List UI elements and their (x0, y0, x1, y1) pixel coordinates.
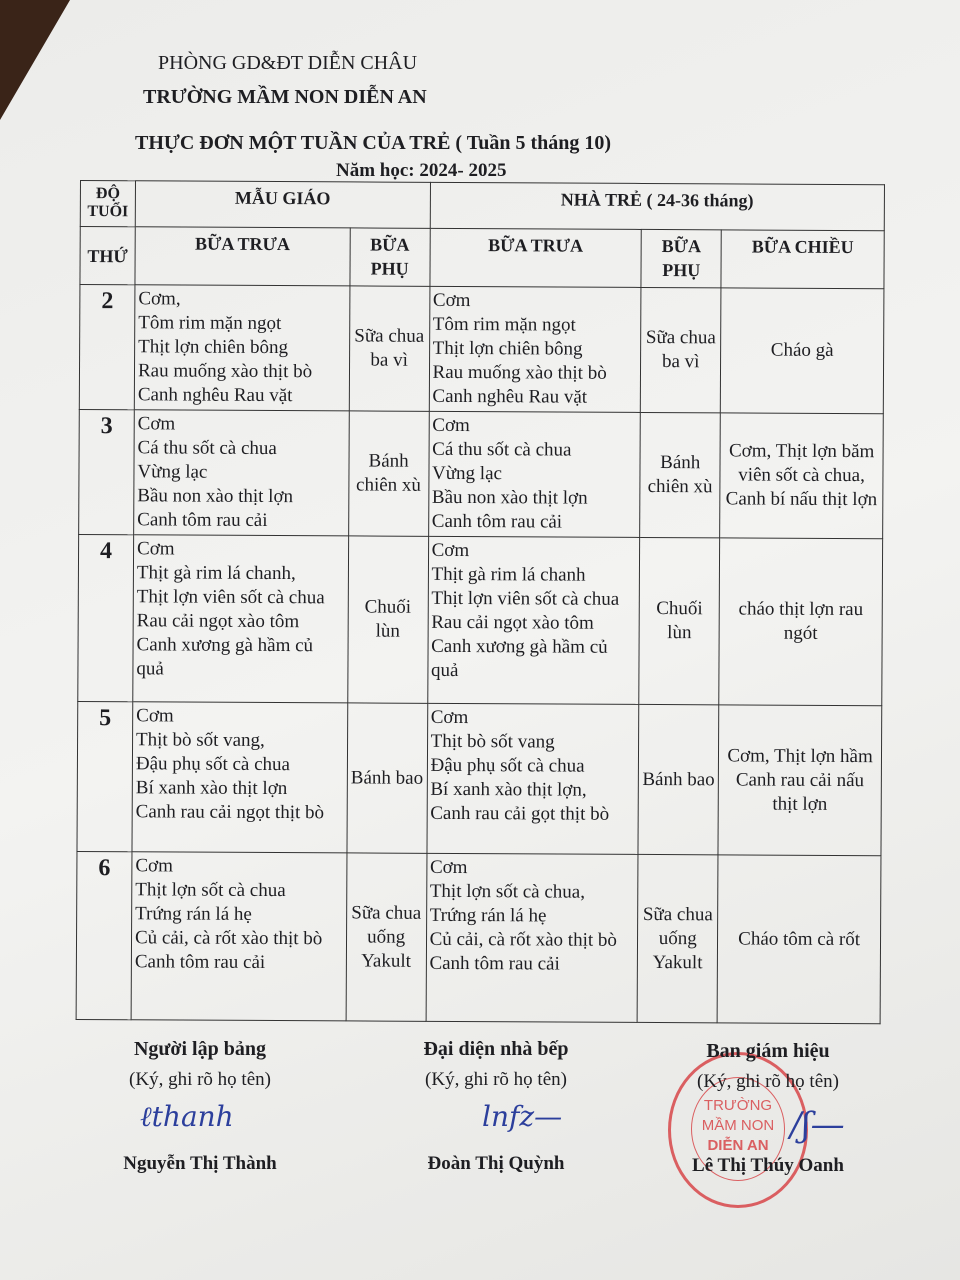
handwritten-signature-1: ℓthanh (140, 1100, 234, 1133)
dish: Tôm rim mặn ngọt (432, 313, 576, 336)
signature-name: Lê Thị Thúy Oanh (692, 1155, 844, 1176)
dish: Cơm (429, 856, 468, 879)
nt-afternoon-cell: Cơm, Thịt lợn hầm Canh rau cải nấu thịt lợn (718, 705, 882, 856)
dish: Rau muống xào thịt bò (137, 360, 313, 383)
dish: Cơm (431, 539, 470, 562)
dish: Rau muống xào thịt bò (432, 361, 607, 384)
nt-afternoon-cell: Cháo tôm cà rốt (717, 855, 881, 1024)
mg-lunch-cell (133, 535, 349, 703)
menu-row (76, 851, 881, 1023)
dish: Cơm (137, 413, 176, 435)
dish: Bí xanh xào thịt lợn, (430, 778, 587, 801)
signature-note: (Ký, ghi rõ họ tên) (697, 1071, 839, 1092)
nt-lunch-cell (429, 286, 641, 412)
nt-lunch-cell (428, 411, 640, 537)
dish: Củ cải, cà rốt xào thịt bò (134, 927, 323, 950)
signature-name: Đoàn Thị Quỳnh (427, 1153, 565, 1174)
mg-lunch-cell (134, 410, 349, 536)
menu-title: THỰC ĐƠN MỘT TUẦN CỦA TRẺ ( Tuần 5 tháng 10) (135, 132, 612, 154)
dish: Cơm (432, 414, 470, 437)
mg-snack-cell: Sữa chua ba vì (349, 286, 430, 411)
dish: Thịt lợn sốt cà chua (135, 879, 286, 902)
dish: Vừng lạc (431, 462, 503, 485)
mg-snack-cell: Sữa chua uống Yakult (346, 853, 427, 1021)
dish: Cơm, (138, 288, 181, 310)
dish: Thịt lợn chiên bông (432, 337, 583, 360)
nt-lunch-cell (427, 536, 640, 704)
dish: Thịt gà rim lá chanh, (136, 562, 296, 585)
dish: Bầu non xào thịt lợn (431, 486, 588, 509)
dish: Canh tôm rau cải (134, 951, 266, 973)
nt-snack-cell: Sữa chua ba vì (641, 287, 722, 412)
col-mg-snack: BỮA PHỤ (350, 228, 430, 286)
mg-snack-cell: Bánh bao (347, 703, 428, 853)
handwritten-signature-2: lnfz— (482, 1100, 563, 1133)
nt-lunch-cell (426, 853, 639, 1022)
mg-snack-cell: Bánh chiên xù (348, 411, 429, 536)
dish: Canh tôm rau cải (137, 509, 268, 531)
dish: Canh nghêu Rau vặt (432, 385, 588, 408)
dish: Đậu phụ sốt cà chua (430, 754, 585, 777)
dish: Rau cải ngọt xào tôm (431, 611, 594, 634)
dish: Thịt lợn sốt cà chua, (429, 880, 586, 903)
day-number: 4 (78, 534, 134, 701)
school-name: TRƯỜNG MẦM NON DIỄN AN (143, 86, 427, 108)
dish: Vừng lạc (137, 461, 208, 483)
col-mg-lunch: BỮA TRƯA (135, 227, 350, 286)
department-name: PHÒNG GD&ĐT DIỄN CHÂU (158, 52, 418, 74)
day-number: 6 (76, 851, 132, 1019)
signature-role: Đại diện nhà bếp (423, 1038, 569, 1060)
weekly-menu-table (76, 180, 885, 1024)
nt-lunch-cell (427, 703, 639, 854)
dish: Cơm (430, 706, 469, 729)
signature-block-principal (648, 1040, 888, 1177)
nt-afternoon-cell: cháo thịt lợn rau ngót (719, 538, 883, 706)
background-corner (0, 0, 70, 120)
menu-row (79, 409, 884, 538)
signature-role: Ban giám hiệu (706, 1040, 830, 1062)
signature-name: Nguyễn Thị Thành (123, 1153, 277, 1174)
dish: Thịt bò sốt vang (430, 730, 555, 753)
dish: Thịt lợn chiên bông (138, 336, 289, 359)
day-number: 3 (79, 409, 135, 534)
dish: Cơm (432, 289, 471, 312)
day-number: 2 (79, 285, 135, 410)
dish: Thịt bò sốt vang, (135, 729, 265, 751)
dish: Bầu non xào thịt lợn (137, 485, 294, 508)
dish: Củ cải, cà rốt xào thịt bò (429, 928, 617, 951)
menu-row (77, 701, 882, 855)
mg-lunch-cell (132, 702, 347, 853)
school-year: Năm học: 2024- 2025 (336, 160, 507, 181)
dish: Canh xương gà hầm củ quả (136, 634, 314, 680)
menu-row (79, 285, 884, 414)
day-label: THỨ (80, 227, 135, 285)
dish: Trứng rán lá hẹ (429, 904, 547, 927)
dish: Bí xanh xào thịt lợn (135, 777, 288, 800)
nt-snack-cell: Bánh chiên xù (640, 412, 721, 537)
dish: Cá thu sốt cà chua (137, 437, 277, 460)
dish: Canh tôm rau cải (429, 952, 560, 975)
nt-afternoon-cell: Cháo gà (720, 288, 883, 414)
dish: Canh xương gà hầm củ quả (430, 635, 608, 681)
mg-snack-cell: Chuối lùn (347, 536, 428, 703)
dish: Canh rau cải ngọt thịt bò (135, 801, 325, 824)
dish: Cơm (136, 705, 174, 727)
nt-snack-cell: Bánh bao (638, 704, 719, 854)
school-stamp: TRƯỜNG MẦM NON DIỄN AN (668, 1052, 808, 1208)
dish: Trứng rán lá hẹ (135, 903, 252, 925)
col-nt-afternoon: BỮA CHIỀU (721, 230, 884, 289)
dish: Canh tôm rau cải (431, 510, 563, 533)
mg-lunch-cell (131, 852, 347, 1021)
nt-snack-cell: Chuối lùn (639, 537, 720, 704)
nt-afternoon-cell: Cơm, Thịt lợn băm viên sốt cà chua, Canh bí nấu thịt lợn (720, 413, 883, 539)
dish: Cá thu sốt cà chua (432, 438, 572, 461)
group-nha-tre: NHÀ TRẺ ( 24-36 tháng) (430, 182, 885, 230)
dish: Cơm (136, 538, 175, 560)
col-nt-lunch: BỮA TRƯA (430, 228, 642, 287)
day-number: 5 (77, 701, 133, 851)
dish: Thịt lợn viên sốt cà chua (136, 586, 325, 609)
dish: Thịt lợn viên sốt cà chua (431, 587, 620, 610)
dish: Rau cải ngọt xào tôm (136, 610, 300, 633)
col-nt-snack: BỮA PHỤ (641, 229, 721, 287)
dish: Canh rau cải gọt thịt bò (430, 802, 610, 825)
signature-role: Người lập bảng (133, 1038, 266, 1060)
dish: Thịt gà rim lá chanh (431, 563, 586, 586)
signature-note: (Ký, ghi rõ họ tên) (425, 1069, 567, 1090)
dish: Canh nghêu Rau vặt (137, 384, 293, 407)
group-mau-giao: MẪU GIÁO (135, 181, 430, 229)
signature-note: (Ký, ghi rõ họ tên) (129, 1069, 271, 1090)
dish: Tôm rim mặn ngọt (138, 312, 282, 335)
mg-lunch-cell (134, 285, 349, 411)
dish: Đậu phụ sốt cà chua (135, 753, 291, 776)
handwritten-signature-3: /ʃ— (790, 1105, 845, 1145)
dish: Cơm (135, 855, 173, 877)
menu-row (78, 534, 883, 705)
age-label: ĐỘ TUỔI (80, 181, 135, 227)
nt-snack-cell: Sữa chua uống Yakult (637, 854, 718, 1022)
